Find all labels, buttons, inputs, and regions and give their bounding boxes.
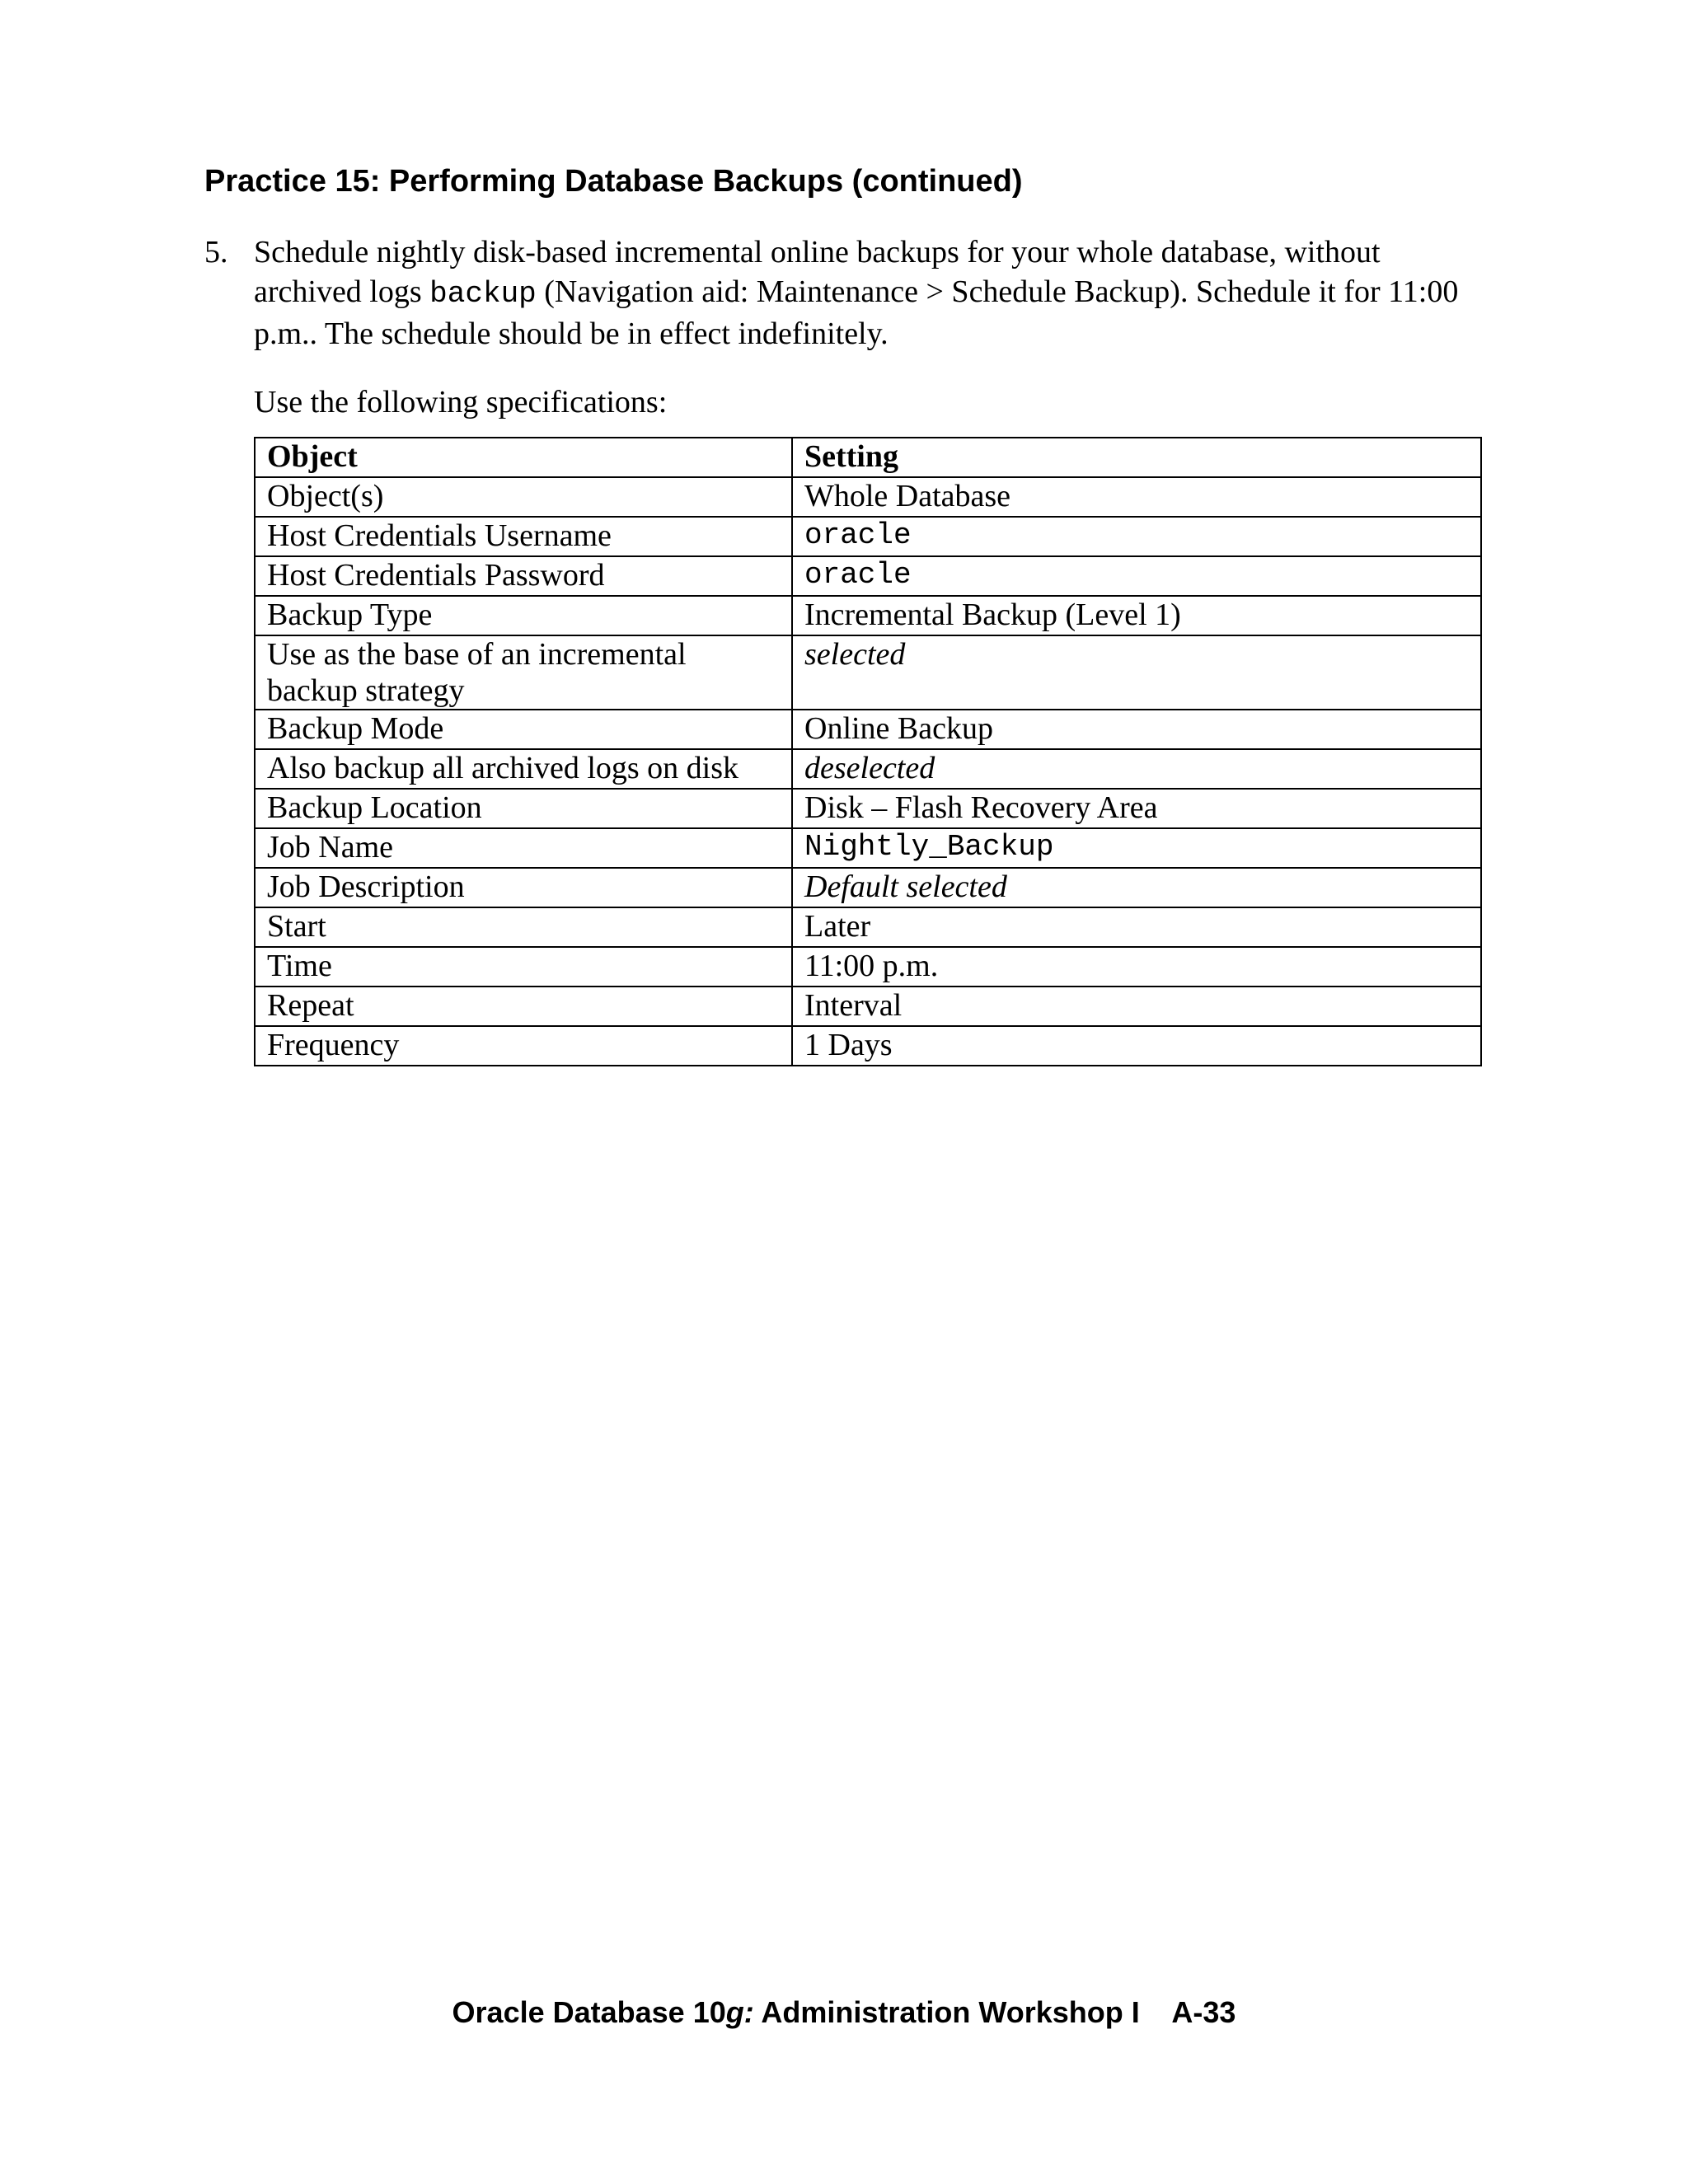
- setting-cell: selected: [792, 635, 1481, 710]
- setting-cell: oracle: [792, 556, 1481, 596]
- page-heading: Practice 15: Performing Database Backups (continued): [204, 164, 1023, 199]
- table-row: [255, 556, 1481, 596]
- footer-italic: g:: [725, 1995, 754, 2029]
- table-row: [255, 868, 1481, 907]
- object-cell: Backup Type: [255, 596, 792, 635]
- header-object: Object: [255, 438, 792, 477]
- specifications-intro: Use the following specifications:: [254, 385, 668, 419]
- setting-cell: Disk – Flash Recovery Area: [792, 789, 1481, 828]
- table-row: [255, 1026, 1481, 1066]
- table-row: [255, 789, 1481, 828]
- setting-cell: Incremental Backup (Level 1): [792, 596, 1481, 635]
- setting-cell: deselected: [792, 749, 1481, 789]
- object-cell: Host Credentials Username: [255, 517, 792, 556]
- step-text: [254, 232, 1490, 354]
- object-cell: Frequency: [255, 1026, 792, 1066]
- table-row: [255, 596, 1481, 635]
- setting-cell: Interval: [792, 987, 1481, 1026]
- table-row: [255, 517, 1481, 556]
- object-cell: Time: [255, 947, 792, 987]
- table-body: [255, 477, 1481, 1066]
- table-row: [255, 749, 1481, 789]
- table-row: [255, 987, 1481, 1026]
- page-footer: [0, 1993, 1688, 2032]
- object-cell: Start: [255, 907, 792, 947]
- specifications-table: [254, 437, 1482, 1066]
- object-cell: Host Credentials Password: [255, 556, 792, 596]
- header-setting: Setting: [792, 438, 1481, 477]
- object-cell: Repeat: [255, 987, 792, 1026]
- setting-cell: 11:00 p.m.: [792, 947, 1481, 987]
- setting-cell: Default selected: [792, 868, 1481, 907]
- setting-cell: Whole Database: [792, 477, 1481, 517]
- object-cell: Use as the base of an incremental backup strategy: [255, 635, 792, 710]
- table-row: [255, 907, 1481, 947]
- setting-cell: oracle: [792, 517, 1481, 556]
- object-cell: Also backup all archived logs on disk: [255, 749, 792, 789]
- footer-prefix: Oracle Database 10: [452, 1995, 726, 2029]
- step-text-part-1: Schedule nightly disk-based incremental online backups for your whole database, without archived logs: [254, 235, 1381, 309]
- object-cell: Object(s): [255, 477, 792, 517]
- table-row: [255, 477, 1481, 517]
- table-row: [255, 710, 1481, 749]
- setting-cell: 1 Days: [792, 1026, 1481, 1066]
- step-code: backup: [429, 277, 537, 311]
- object-cell: Backup Mode: [255, 710, 792, 749]
- table-row: [255, 635, 1481, 710]
- table-header-row: [255, 438, 1481, 477]
- setting-cell: Nightly_Backup: [792, 828, 1481, 868]
- setting-cell: Online Backup: [792, 710, 1481, 749]
- step-text-part-2: (Navigation aid: Maintenance > Schedule Backup). Schedule it for 11:00 p.m.. The schedule should be in effect indefinitely.: [254, 274, 1459, 351]
- table-row: [255, 828, 1481, 868]
- table-row: [255, 947, 1481, 987]
- object-cell: Backup Location: [255, 789, 792, 828]
- object-cell: Job Name: [255, 828, 792, 868]
- step-number: 5.: [204, 235, 228, 269]
- footer-suffix: Administration Workshop I A-33: [753, 1995, 1236, 2029]
- object-cell: Job Description: [255, 868, 792, 907]
- setting-cell: Later: [792, 907, 1481, 947]
